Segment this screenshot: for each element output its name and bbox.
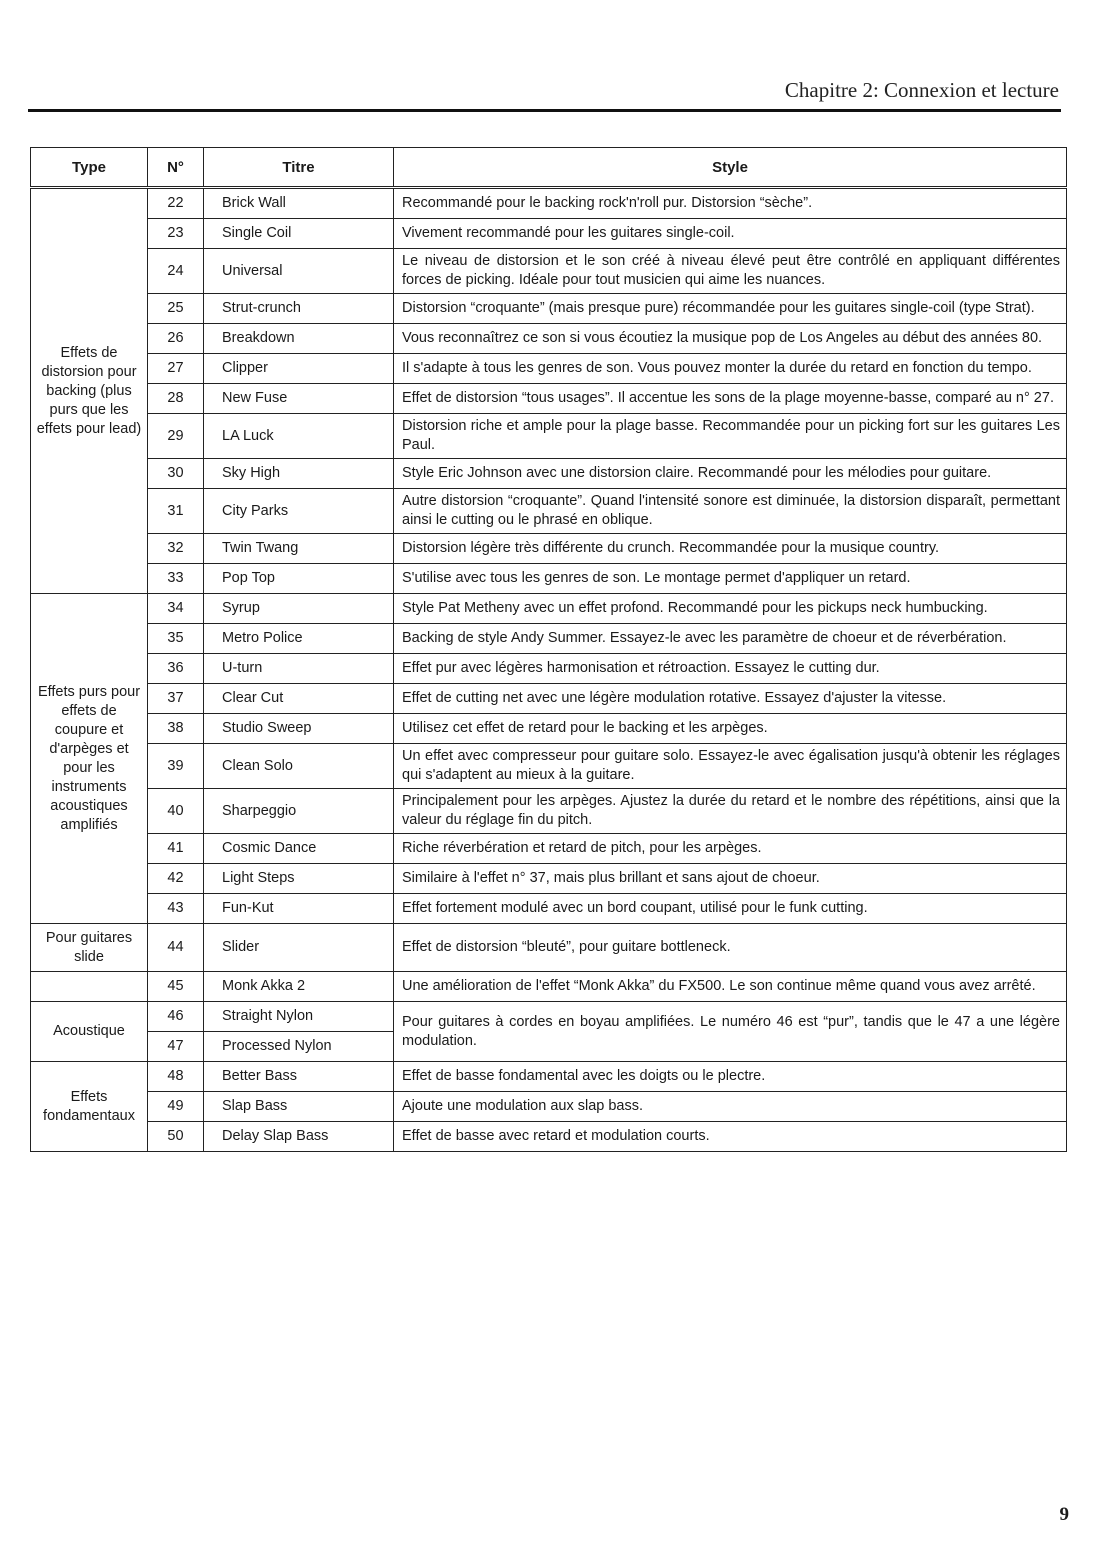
table-row [31,384,1067,414]
row-title: Metro Police [204,624,394,654]
row-style: Vous reconnaîtrez ce son si vous écoutiez la musique pop de Los Angeles au début des années 80. [394,324,1067,354]
table-row [31,924,1067,972]
row-num: 24 [148,249,204,294]
row-num: 22 [148,188,204,219]
table-row [31,624,1067,654]
row-title: Fun-Kut [204,894,394,924]
effects-table [30,147,1067,1152]
row-title: Pop Top [204,564,394,594]
row-title: Cosmic Dance [204,834,394,864]
table-row [31,219,1067,249]
row-style: Une amélioration de l'effet “Monk Akka” du FX500. Le son continue même quand vous avez arrêté. [394,972,1067,1002]
table-row [31,972,1067,1002]
row-num: 40 [148,789,204,834]
header-title: Titre [204,148,394,188]
table-row [31,864,1067,894]
row-title: Strut-crunch [204,294,394,324]
type-group-distortion: Effets de distorsion pour backing (plus purs que les effets pour lead) [31,188,148,594]
row-num: 36 [148,654,204,684]
row-style: Effet de basse avec retard et modulation courts. [394,1122,1067,1152]
table-row [31,459,1067,489]
header-style: Style [394,148,1067,188]
table-row [31,188,1067,219]
row-num: 44 [148,924,204,972]
row-style: Effet fortement modulé avec un bord coupant, utilisé pour le funk cutting. [394,894,1067,924]
row-title: Better Bass [204,1062,394,1092]
table-row [31,414,1067,459]
table-row [31,894,1067,924]
row-style: Distorsion “croquante” (mais presque pure) récommandée pour les guitares single-coil (type Strat). [394,294,1067,324]
row-num: 34 [148,594,204,624]
row-title: Sky High [204,459,394,489]
type-group-empty [31,972,148,1002]
row-title: Brick Wall [204,188,394,219]
table-row [31,789,1067,834]
table-row [31,594,1067,624]
row-title: City Parks [204,489,394,534]
row-title: U-turn [204,654,394,684]
chapter-heading: Chapitre 2: Connexion et lecture [784,78,1059,102]
row-title: Sharpeggio [204,789,394,834]
row-style: Ajoute une modulation aux slap bass. [394,1092,1067,1122]
type-group-acoustic: Acoustique [31,1002,148,1062]
row-style: S'utilise avec tous les genres de son. Le montage permet d'appliquer un retard. [394,564,1067,594]
row-num: 25 [148,294,204,324]
row-style: Effet pur avec légères harmonisation et rétroaction. Essayez le cutting dur. [394,654,1067,684]
row-num: 38 [148,714,204,744]
row-num: 30 [148,459,204,489]
table-row [31,1062,1067,1092]
row-num: 23 [148,219,204,249]
row-num: 27 [148,354,204,384]
row-num: 42 [148,864,204,894]
row-num: 33 [148,564,204,594]
row-title: Breakdown [204,324,394,354]
row-style: Effet de basse fondamental avec les doigts ou le plectre. [394,1062,1067,1092]
row-style: Distorsion légère très différente du crunch. Recommandée pour la musique country. [394,534,1067,564]
table-row [31,324,1067,354]
row-style: Riche réverbération et retard de pitch, pour les arpèges. [394,834,1067,864]
row-title: Delay Slap Bass [204,1122,394,1152]
row-title: Slider [204,924,394,972]
row-style: Style Eric Johnson avec une distorsion claire. Recommandé pour les mélodies pour guitare. [394,459,1067,489]
row-style: Similaire à l'effet n° 37, mais plus brillant et sans ajout de choeur. [394,864,1067,894]
page-number: 9 [1059,1504,1069,1525]
table-row [31,1092,1067,1122]
header-type: Type [31,148,148,188]
row-style: Il s'adapte à tous les genres de son. Vous pouvez monter la durée du retard en fonction du tempo. [394,354,1067,384]
row-num: 26 [148,324,204,354]
row-num: 41 [148,834,204,864]
table-header-row [31,148,1067,188]
row-title: Twin Twang [204,534,394,564]
row-num: 43 [148,894,204,924]
table-row [31,834,1067,864]
table-row [31,714,1067,744]
row-style: Autre distorsion “croquante”. Quand l'intensité sonore est diminuée, la distorsion disparaît, permettant ainsi le cutting ou le phrasé en oblique. [394,489,1067,534]
header-rule [28,109,1061,112]
table-row [31,534,1067,564]
row-title: Monk Akka 2 [204,972,394,1002]
row-num: 35 [148,624,204,654]
table-row [31,1122,1067,1152]
row-num: 29 [148,414,204,459]
row-title: Universal [204,249,394,294]
row-style: Le niveau de distorsion et le son créé à niveau élevé peut être contrôlé en appliquant différentes forces de picking. Idéale pour tout musicien qui aime les nuances. [394,249,1067,294]
row-num: 39 [148,744,204,789]
table-row [31,684,1067,714]
table-row [31,294,1067,324]
row-num: 48 [148,1062,204,1092]
type-group-slide: Pour guitares slide [31,924,148,972]
row-style: Pour guitares à cordes en boyau amplifiées. Le numéro 46 est “pur”, tandis que le 47 a une légère modulation. [394,1002,1067,1062]
row-title: Light Steps [204,864,394,894]
row-num: 45 [148,972,204,1002]
table-row [31,654,1067,684]
row-title: Single Coil [204,219,394,249]
table-row [31,249,1067,294]
table-row [31,489,1067,534]
header-num: N° [148,148,204,188]
row-style: Vivement recommandé pour les guitares single-coil. [394,219,1067,249]
row-style: Utilisez cet effet de retard pour le backing et les arpèges. [394,714,1067,744]
table-row [31,744,1067,789]
row-style: Effet de cutting net avec une légère modulation rotative. Essayez d'ajuster la vitesse. [394,684,1067,714]
type-group-bass: Effets fondamentaux [31,1062,148,1152]
row-title: Studio Sweep [204,714,394,744]
row-num: 31 [148,489,204,534]
row-style: Distorsion riche et ample pour la plage basse. Recommandée pour un picking fort sur les guitares Les Paul. [394,414,1067,459]
row-num: 32 [148,534,204,564]
table-row [31,564,1067,594]
row-style: Style Pat Metheny avec un effet profond. Recommandé pour les pickups neck humbucking. [394,594,1067,624]
row-num: 49 [148,1092,204,1122]
row-title: New Fuse [204,384,394,414]
row-title: LA Luck [204,414,394,459]
row-style: Backing de style Andy Summer. Essayez-le avec les paramètre de choeur et de réverbération. [394,624,1067,654]
type-group-clean: Effets purs pour effets de coupure et d'arpèges et pour les instruments acoustiques amplifiés [31,594,148,924]
row-num: 50 [148,1122,204,1152]
row-num: 47 [148,1032,204,1062]
row-num: 28 [148,384,204,414]
row-num: 37 [148,684,204,714]
row-style: Effet de distorsion “bleuté”, pour guitare bottleneck. [394,924,1067,972]
row-title: Clipper [204,354,394,384]
row-num: 46 [148,1002,204,1032]
row-title: Slap Bass [204,1092,394,1122]
row-title: Processed Nylon [204,1032,394,1062]
row-style: Effet de distorsion “tous usages”. Il accentue les sons de la plage moyenne-basse, comparé au n° 27. [394,384,1067,414]
row-style: Principalement pour les arpèges. Ajustez la durée du retard et le nombre des répétitions, ainsi que la valeur du réglage fin du pitch. [394,789,1067,834]
row-style: Recommandé pour le backing rock'n'roll pur. Distorsion “sèche”. [394,188,1067,219]
table-row [31,1002,1067,1032]
row-style: Un effet avec compresseur pour guitare solo. Essayez-le avec égalisation jusqu'à obtenir les réglages qui s'adaptent au mieux à la guitare. [394,744,1067,789]
row-title: Straight Nylon [204,1002,394,1032]
row-title: Clean Solo [204,744,394,789]
row-title: Syrup [204,594,394,624]
row-title: Clear Cut [204,684,394,714]
table-row [31,354,1067,384]
